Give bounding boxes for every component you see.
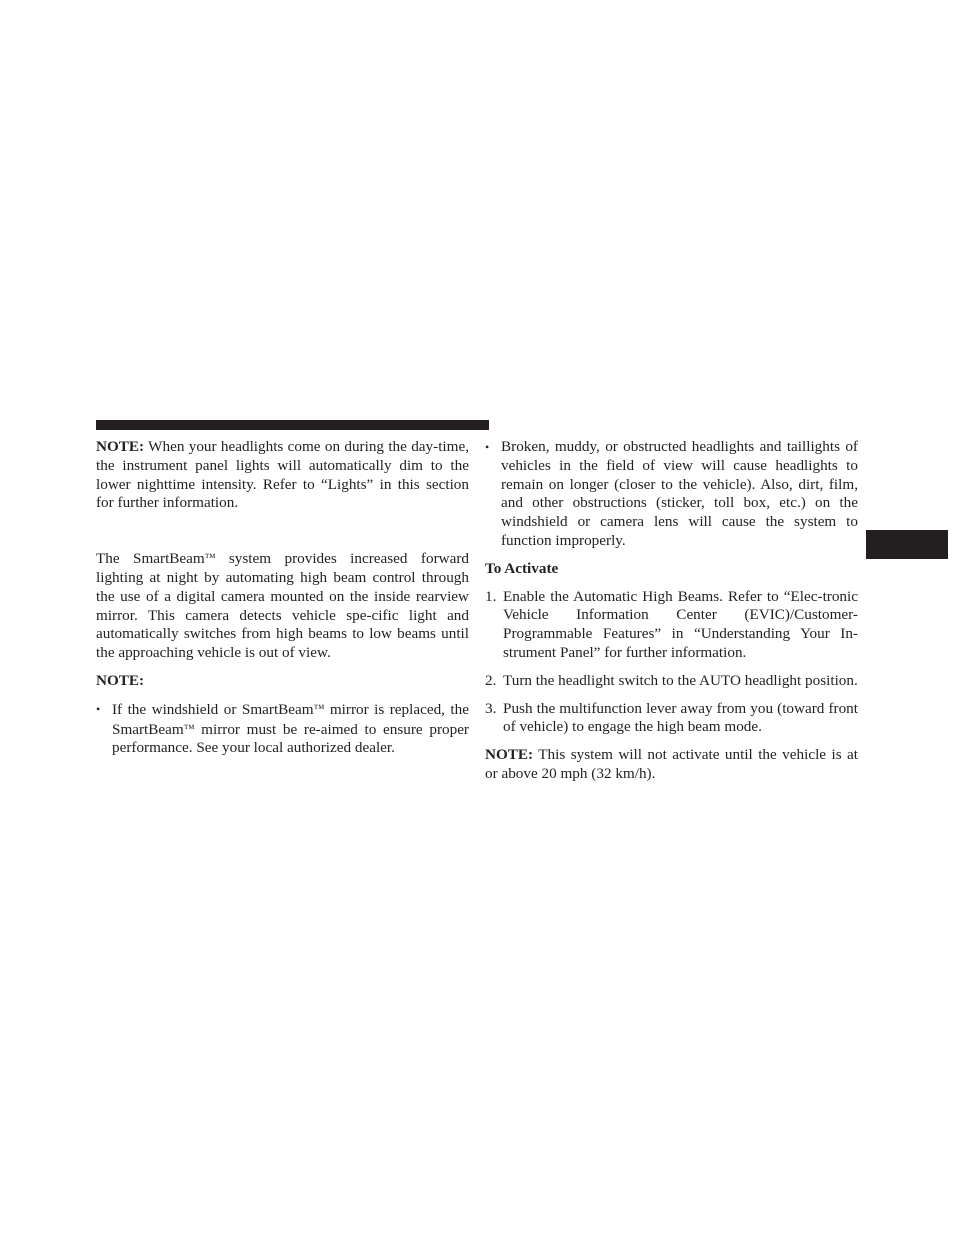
step-number: 2. [485, 671, 497, 689]
chapter-tab-marker [866, 530, 948, 559]
bullet-text-middle: mirror is replaced, the SmartBeam [112, 700, 469, 738]
right-column [485, 438, 858, 784]
intro-text-rest: system provides increased forward lighting at night by automating high beam control through the use of a digital camera mounted on the inside rearview mirror. This camera detects vehicle spe-cific light and automatically switches from high beams to low beams until the approaching vehicle is out of view. [96, 550, 469, 662]
bullet-dot: • [96, 701, 101, 716]
step-text: Enable the Automatic High Beams. Refer to “Elec-tronic Vehicle Information Center (EVIC)/Customer-Programmable Features” in “Understanding Your In-strument Panel” for further information. [503, 587, 858, 661]
note-speed-threshold [485, 746, 858, 784]
intro-text-start: The SmartBeam [96, 550, 205, 568]
note-text: When your headlights come on during the day-time, the instrument panel lights will automatically dim to the lower nighttime intensity. Refer to “Lights” in this section for further information. [96, 438, 469, 512]
to-activate-heading: To Activate [485, 559, 559, 577]
step-item [485, 700, 858, 738]
step-number: 1. [485, 587, 497, 605]
note-text: This system will not activate until the vehicle is at or above 20 mph (32 km/h). [485, 746, 858, 782]
note-heading: NOTE: [96, 671, 145, 689]
bullet-item-mirror-replaced [96, 700, 469, 758]
bullet-item-obstructed-headlights [485, 438, 858, 551]
note-label: NOTE: [485, 746, 534, 764]
trademark-symbol: ™ [183, 722, 195, 735]
trademark-symbol: ™ [313, 702, 325, 715]
step-text: Push the multifunction lever away from you (toward front of vehicle) to engage the high beam mode. [503, 699, 858, 736]
bullet-dot: • [485, 440, 490, 454]
smartbeam-intro [96, 549, 469, 663]
note-label: NOTE: [96, 438, 145, 455]
step-text: Turn the headlight switch to the AUTO headlight position. [503, 671, 858, 689]
step-item [485, 588, 858, 663]
left-column [96, 438, 469, 758]
bullet-text-start: If the windshield or SmartBeam [112, 700, 314, 718]
bullet-text: Broken, muddy, or obstructed headlights and taillights of vehicles in the field of view will cause headlights to remain on longer (closer to the vehicle). Also, dirt, film, and other obstructions (sticker, toll box, etc.) on the windshield or camera lens will cause the system to function improperly. [501, 438, 858, 549]
trademark-symbol: ™ [204, 552, 216, 565]
bullet-text-end: mirror must be re-aimed to ensure proper performance. See your local authorized dealer. [112, 720, 469, 757]
section-rule-bar [96, 420, 489, 430]
step-number: 3. [485, 699, 497, 717]
note-daytime-headlights [96, 438, 469, 513]
step-item [485, 672, 858, 691]
